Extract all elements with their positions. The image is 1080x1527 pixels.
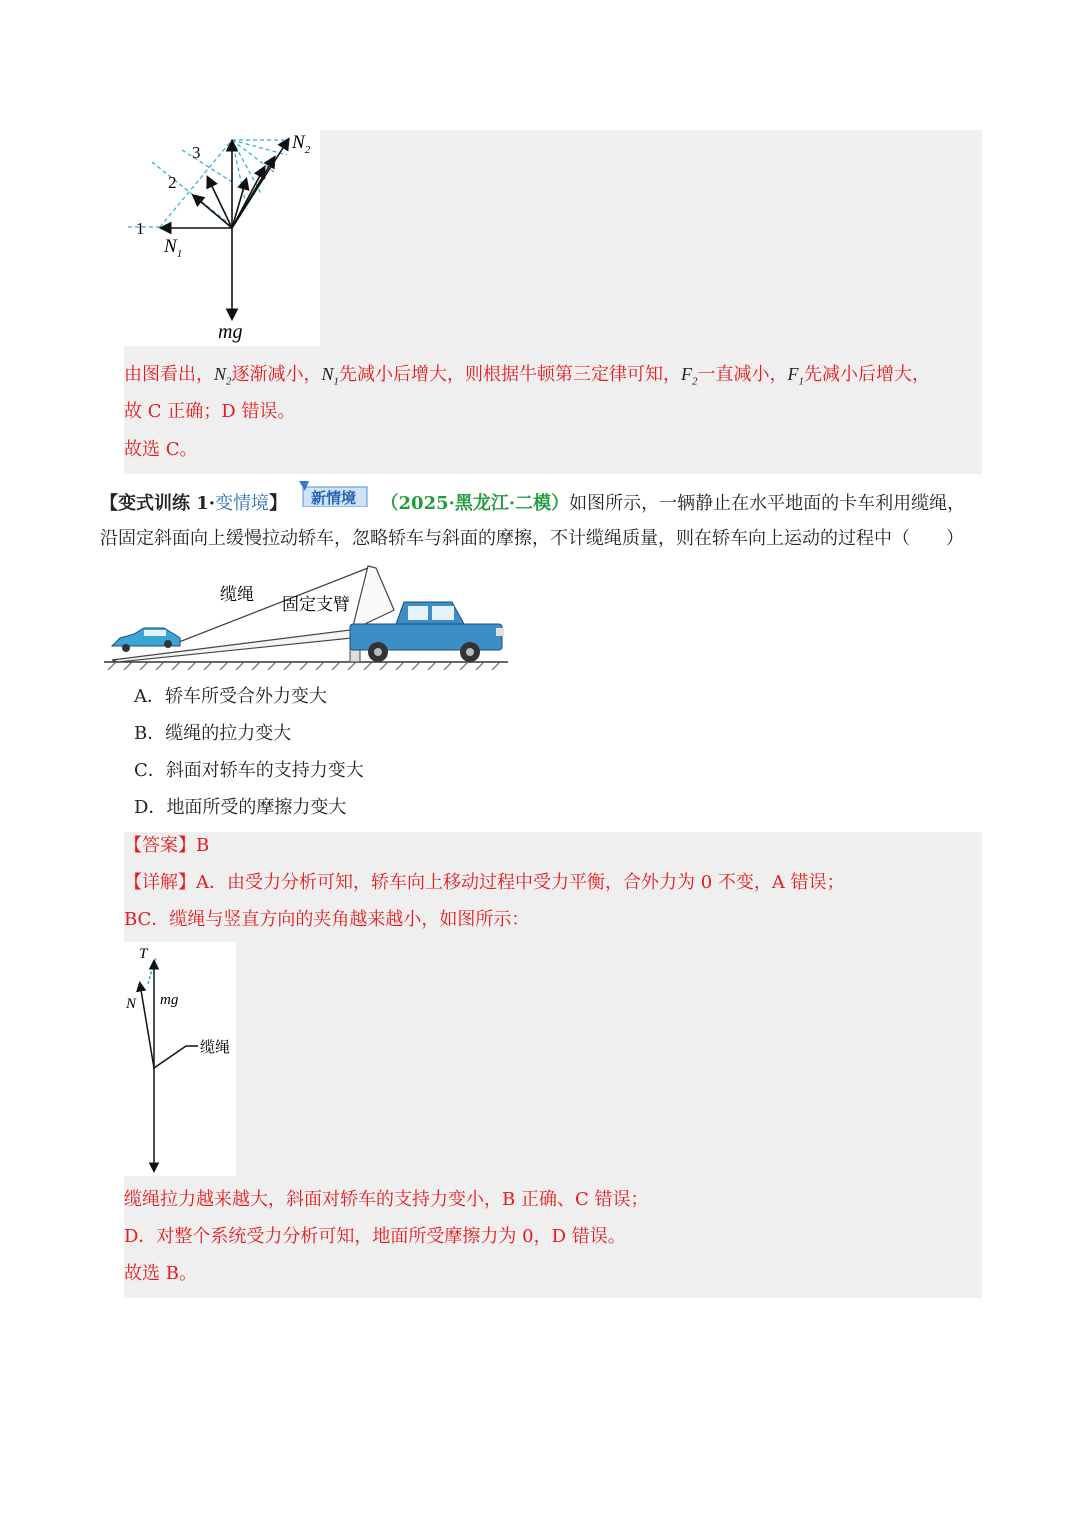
label-mg2: mg	[160, 992, 179, 1008]
label-n2: $N_2$	[292, 132, 311, 156]
tag-variant: 变情境	[215, 493, 270, 514]
question-header: 【变式训练 1·变情境】 新情境 （2025·黑龙江·二模）如图所示，一辆静止在水平地面的卡车利用缆绳，	[100, 483, 965, 516]
detail-a: 【详解】A．由受力分析可知，轿车向上移动过程中受力平衡，合外力为 0 不变，A 错误；	[124, 872, 845, 893]
option-a[interactable]: A．轿车所受合外力变大	[134, 686, 327, 707]
tension-diagram-figure	[124, 942, 236, 1176]
answer-label: 【答案】B	[124, 835, 210, 856]
label-cable: 缆绳	[200, 1040, 231, 1056]
label-n1: $N_1$	[164, 236, 183, 260]
after-line-3: 故选 B。	[124, 1263, 197, 1284]
option-c[interactable]: C．斜面对轿车的支持力变大	[134, 760, 364, 781]
conclusion-line-2: 故 C 正确；D 错误。	[124, 401, 296, 422]
label-3: 3	[192, 143, 201, 162]
new-context-badge	[299, 487, 369, 513]
cable-label: 缆绳	[220, 585, 254, 604]
force-diagram-figure	[124, 130, 320, 346]
after-line-1: 缆绳拉力越来越大，斜面对轿车的支持力变小，B 正确、C 错误；	[124, 1189, 649, 1210]
detail-bc: BC．缆绳与竖直方向的夹角越来越小，如图所示：	[124, 909, 530, 930]
label-n: N	[126, 996, 137, 1012]
badge-text: 新情境	[310, 491, 356, 507]
label-2: 2	[168, 173, 177, 192]
sedan	[112, 628, 180, 652]
conclusion-line-1: 由图看出，$N_2$逐渐减小，$N_1$先减小后增大，则根据牛顿第三定律可知，$F_2$一直减小，$F_1$先减小后增大，	[124, 364, 931, 388]
label-mg: mg	[218, 321, 243, 343]
after-line-2: D．对整个系统受力分析可知，地面所受摩擦力为 0，D 错误。	[124, 1226, 626, 1247]
question-source: （2025·黑龙江·二模）	[380, 493, 570, 514]
truck-figure	[104, 562, 514, 674]
conclusion-line-3: 故选 C。	[124, 439, 198, 460]
option-b[interactable]: B．缆绳的拉力变大	[134, 723, 292, 744]
label-t: T	[139, 946, 148, 962]
option-d[interactable]: D．地面所受的摩擦力变大	[134, 797, 347, 818]
arm-label: 固定支臂	[282, 595, 350, 614]
question-text-2: 沿固定斜面向上缓慢拉动轿车，忽略轿车与斜面的摩擦，不计缆绳质量，则在轿车向上运动的过程中（ ）	[100, 528, 964, 549]
label-1: 1	[136, 219, 145, 238]
